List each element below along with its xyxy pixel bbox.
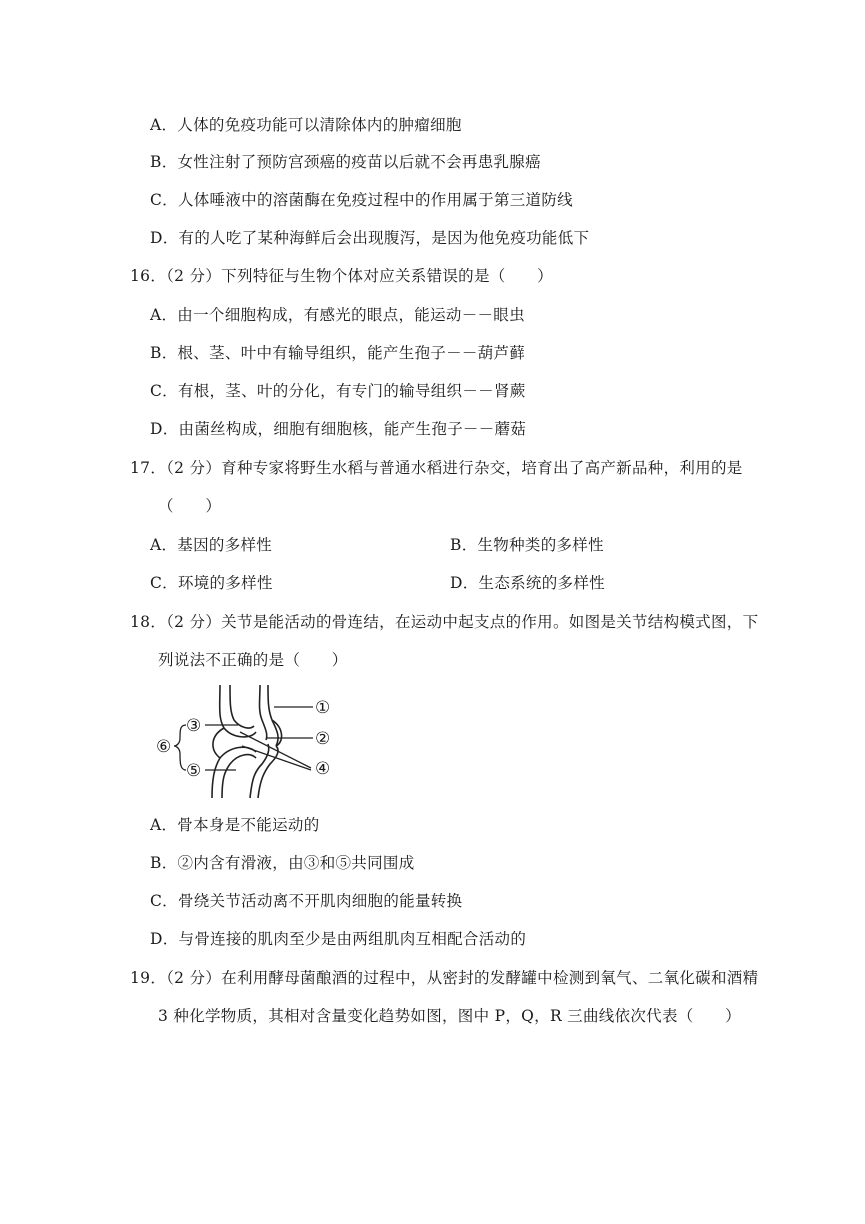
q16-option-c: C．有根，茎、叶的分化，有专门的输导组织－－肾蕨: [150, 382, 526, 400]
figure-label-6: ⑥: [156, 737, 172, 757]
q19-stem-line2: 3 种化学物质，其相对含量变化趋势如图，图中 P，Q，R 三曲线依次代表（ ）: [158, 1007, 741, 1025]
q15-option-c: C．人体唾液中的溶菌酶在免疫过程中的作用属于第三道防线: [150, 191, 573, 209]
figure-label-4: ④: [315, 759, 331, 779]
figure-label-1: ①: [315, 698, 331, 718]
q15-option-a: A．人体的免疫功能可以清除体内的肿瘤细胞: [150, 116, 462, 134]
q17-stem-line2: （ ）: [158, 497, 222, 515]
q16-option-b: B．根、茎、叶中有输导组织，能产生孢子－－葫芦藓: [150, 344, 526, 362]
q18-stem-line1: 18．（2 分）关节是能活动的骨连结，在运动中起支点的作用。如图是关节结构模式图，下: [130, 613, 759, 631]
figure-label-2: ②: [315, 729, 331, 749]
q16-stem: 16．（2 分）下列特征与生物个体对应关系错误的是（ ）: [130, 267, 553, 285]
q16-option-d: D．由菌丝构成，细胞有细胞核，能产生孢子－－蘑菇: [150, 420, 527, 438]
q17-option-b: B．生物种类的多样性: [450, 536, 604, 554]
q17-option-c: C．环境的多样性: [150, 574, 273, 592]
q17-option-a: A．基因的多样性: [150, 536, 273, 554]
figure-label-3: ③: [186, 716, 202, 736]
q18-option-b: B．②内含有滑液，由③和⑤共同围成: [150, 854, 415, 872]
q15-option-b: B．女性注射了预防宫颈癌的疫苗以后就不会再患乳腺癌: [150, 153, 541, 171]
q18-option-a: A．骨本身是不能运动的: [150, 816, 320, 834]
q17-option-d: D．生态系统的多样性: [450, 574, 605, 592]
q19-stem-line1: 19．（2 分）在利用酵母菌酿酒的过程中，从密封的发酵罐中检测到氧气、二氧化碳和酒精: [130, 969, 759, 987]
q18-option-c: C．骨绕关节活动离不开肌肉细胞的能量转换: [150, 892, 463, 910]
q16-option-a: A．由一个细胞构成，有感光的眼点，能运动－－眼虫: [150, 306, 525, 324]
q15-option-d: D．有的人吃了某种海鲜后会出现腹泻，是因为他免疫功能低下: [150, 229, 590, 247]
figure-label-5: ⑤: [186, 761, 202, 781]
q18-stem-line2: 列说法不正确的是（ ）: [158, 651, 348, 669]
q17-stem-line1: 17．（2 分）育种专家将野生水稻与普通水稻进行杂交，培育出了高产新品种，利用的是: [130, 459, 743, 477]
q18-option-d: D．与骨连接的肌肉至少是由两组肌肉互相配合活动的: [150, 930, 527, 948]
